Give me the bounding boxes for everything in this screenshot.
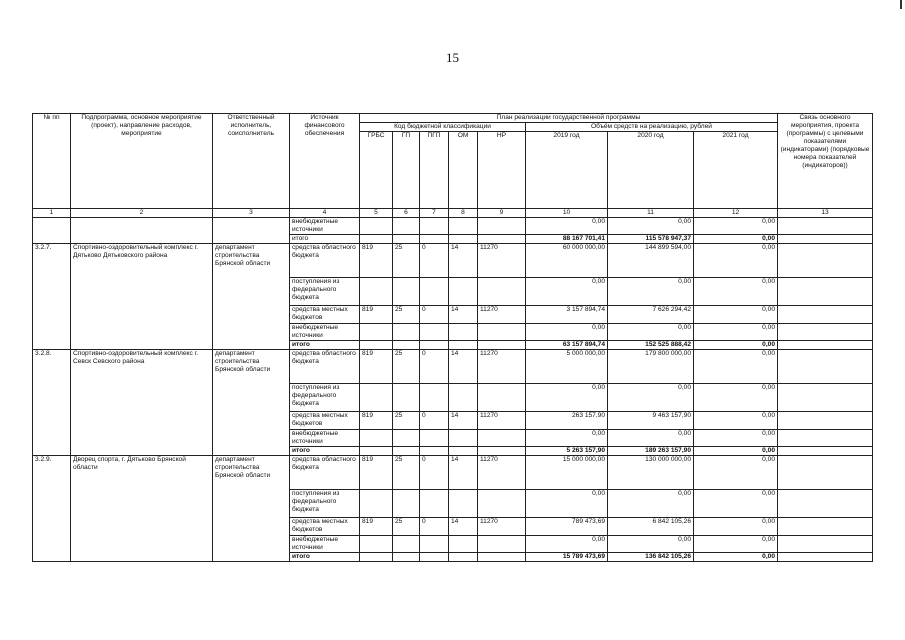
value-cell: 9 463 157,90 bbox=[608, 412, 694, 430]
code-cell: 25 bbox=[393, 518, 420, 536]
code-cell bbox=[478, 341, 526, 350]
column-number: 10 bbox=[526, 209, 608, 218]
code-cell bbox=[360, 490, 393, 518]
source-label: средства местных бюджетов bbox=[290, 518, 360, 536]
indicator-cell bbox=[778, 244, 873, 278]
total-value: 136 842 105,26 bbox=[608, 553, 694, 562]
value-cell: 0,00 bbox=[694, 412, 778, 430]
code-cell bbox=[449, 324, 478, 341]
code-cell bbox=[393, 536, 420, 553]
code-cell: 14 bbox=[449, 350, 478, 384]
item-executor: департамент строительства Брянской области bbox=[213, 244, 290, 350]
code-cell bbox=[360, 430, 393, 447]
code-cell bbox=[449, 430, 478, 447]
value-cell: 5 000 000,00 bbox=[526, 350, 608, 384]
code-cell: 11270 bbox=[478, 518, 526, 536]
code-cell: 0 bbox=[420, 244, 449, 278]
header-executor: Ответственный исполнитель, соисполнитель bbox=[213, 114, 290, 209]
code-cell: 11270 bbox=[478, 350, 526, 384]
code-cell bbox=[360, 553, 393, 562]
code-cell bbox=[449, 278, 478, 306]
code-cell: 819 bbox=[360, 518, 393, 536]
source-label: средства областного бюджета bbox=[290, 244, 360, 278]
item-regional-row bbox=[33, 244, 873, 278]
code-cell: 0 bbox=[420, 412, 449, 430]
code-cell bbox=[478, 447, 526, 456]
value-cell: 0,00 bbox=[608, 218, 694, 235]
value-cell: 15 000 000,00 bbox=[526, 456, 608, 490]
carry-name-cell bbox=[71, 218, 213, 244]
item-number: 3.2.9. bbox=[33, 456, 71, 562]
code-cell bbox=[478, 490, 526, 518]
indicator-cell bbox=[778, 456, 873, 490]
column-number: 5 bbox=[360, 209, 393, 218]
header-year-2019: 2019 год bbox=[526, 132, 608, 209]
code-cell: 14 bbox=[449, 456, 478, 490]
source-label: итого bbox=[290, 447, 360, 456]
code-cell: 25 bbox=[393, 244, 420, 278]
indicator-cell bbox=[778, 324, 873, 341]
value-cell: 0,00 bbox=[526, 218, 608, 235]
code-cell bbox=[393, 278, 420, 306]
code-cell bbox=[393, 341, 420, 350]
header-year-2021: 2021 год bbox=[694, 132, 778, 209]
value-cell: 0,00 bbox=[694, 518, 778, 536]
code-cell bbox=[478, 430, 526, 447]
corner-mark bbox=[900, 0, 902, 9]
source-label: итого bbox=[290, 341, 360, 350]
carry-offbudget-row bbox=[33, 218, 873, 235]
value-cell: 0,00 bbox=[694, 490, 778, 518]
column-number: 1 bbox=[33, 209, 71, 218]
code-cell: 0 bbox=[420, 350, 449, 384]
column-number: 7 bbox=[420, 209, 449, 218]
column-number: 4 bbox=[290, 209, 360, 218]
source-label: итого bbox=[290, 553, 360, 562]
page-number: 15 bbox=[446, 50, 459, 65]
value-cell: 144 899 594,00 bbox=[608, 244, 694, 278]
indicator-cell bbox=[778, 536, 873, 553]
code-cell: 819 bbox=[360, 350, 393, 384]
indicator-cell bbox=[778, 350, 873, 384]
value-cell: 0,00 bbox=[526, 278, 608, 306]
code-cell bbox=[360, 384, 393, 412]
header-name: Подпрограмма, основное мероприятие (проект), направление расходов, мероприятие bbox=[71, 114, 213, 209]
code-cell bbox=[478, 553, 526, 562]
carry-num-cell bbox=[33, 218, 71, 244]
column-number: 9 bbox=[478, 209, 526, 218]
column-number: 11 bbox=[608, 209, 694, 218]
value-cell: 0,00 bbox=[608, 430, 694, 447]
value-cell: 0,00 bbox=[526, 384, 608, 412]
indicator-cell bbox=[778, 341, 873, 350]
code-cell bbox=[360, 324, 393, 341]
column-number: 13 bbox=[778, 209, 873, 218]
code-cell bbox=[420, 553, 449, 562]
code-cell bbox=[449, 536, 478, 553]
indicator-cell bbox=[778, 384, 873, 412]
item-title: Дворец спорта, г. Дятьково Брянской области bbox=[71, 456, 213, 562]
value-cell: 130 000 000,00 bbox=[608, 456, 694, 490]
code-cell bbox=[360, 341, 393, 350]
total-value: 63 157 894,74 bbox=[526, 341, 608, 350]
value-cell: 263 157,90 bbox=[526, 412, 608, 430]
value-cell: 0,00 bbox=[608, 384, 694, 412]
value-cell: 0,00 bbox=[694, 536, 778, 553]
header-code-om: ОМ bbox=[449, 132, 478, 209]
code-cell bbox=[478, 324, 526, 341]
column-numbers-row bbox=[33, 209, 873, 218]
code-cell: 11270 bbox=[478, 456, 526, 490]
code-cell bbox=[393, 490, 420, 518]
header-code-nr: НР bbox=[478, 132, 526, 209]
total-value: 5 263 157,90 bbox=[526, 447, 608, 456]
code-cell: 0 bbox=[420, 306, 449, 324]
code-cell: 14 bbox=[449, 306, 478, 324]
code-cell bbox=[393, 447, 420, 456]
value-cell: 0,00 bbox=[694, 456, 778, 490]
code-cell: 25 bbox=[393, 456, 420, 490]
code-cell bbox=[449, 447, 478, 456]
header-code-grbs: ГРБС bbox=[360, 132, 393, 209]
code-cell bbox=[420, 384, 449, 412]
code-cell bbox=[420, 278, 449, 306]
code-cell: 819 bbox=[360, 456, 393, 490]
value-cell: 7 626 294,42 bbox=[608, 306, 694, 324]
value-cell: 0,00 bbox=[694, 244, 778, 278]
total-value: 0,00 bbox=[694, 341, 778, 350]
indicator-cell bbox=[778, 447, 873, 456]
value-cell: 0,00 bbox=[526, 490, 608, 518]
value-cell: 0,00 bbox=[694, 278, 778, 306]
code-cell: 0 bbox=[420, 456, 449, 490]
source-label: средства местных бюджетов bbox=[290, 306, 360, 324]
code-cell: 0 bbox=[420, 518, 449, 536]
source-label: поступления из федерального бюджета bbox=[290, 278, 360, 306]
value-cell: 0,00 bbox=[526, 536, 608, 553]
item-number: 3.2.7. bbox=[33, 244, 71, 350]
column-number: 6 bbox=[393, 209, 420, 218]
code-cell: 14 bbox=[449, 518, 478, 536]
indicator-cell bbox=[778, 490, 873, 518]
total-value: 0,00 bbox=[694, 235, 778, 244]
header-plan-title: План реализации государственной программы bbox=[360, 114, 778, 123]
code-cell bbox=[449, 384, 478, 412]
value-cell: 6 842 105,26 bbox=[608, 518, 694, 536]
item-title: Спортивно-оздоровительный комплекс г. Севск Севского района bbox=[71, 350, 213, 456]
value-cell: 0,00 bbox=[694, 218, 778, 235]
value-cell: 60 000 000,00 bbox=[526, 244, 608, 278]
indicator-cell bbox=[778, 412, 873, 430]
code-cell: 25 bbox=[393, 412, 420, 430]
header-code-gp: ГП bbox=[393, 132, 420, 209]
code-cell bbox=[449, 553, 478, 562]
code-cell bbox=[478, 536, 526, 553]
code-cell bbox=[478, 278, 526, 306]
item-number: 3.2.8. bbox=[33, 350, 71, 456]
code-cell bbox=[420, 490, 449, 518]
indicator-cell bbox=[778, 278, 873, 306]
source-label: внебюджетные источники bbox=[290, 430, 360, 447]
code-cell: 14 bbox=[449, 244, 478, 278]
indicator-cell bbox=[778, 306, 873, 324]
item-executor: департамент строительства Брянской области bbox=[213, 456, 290, 562]
total-value: 88 167 701,41 bbox=[526, 235, 608, 244]
code-cell bbox=[393, 430, 420, 447]
table-body bbox=[33, 114, 873, 562]
code-cell bbox=[420, 430, 449, 447]
source-label: поступления из федерального бюджета bbox=[290, 490, 360, 518]
carry-executor-cell bbox=[213, 218, 290, 244]
value-cell: 0,00 bbox=[694, 306, 778, 324]
header-source: Источник финансового обеспечения bbox=[290, 114, 360, 209]
code-cell bbox=[420, 447, 449, 456]
column-number: 8 bbox=[449, 209, 478, 218]
code-cell bbox=[420, 536, 449, 553]
source-label: средства местных бюджетов bbox=[290, 412, 360, 430]
code-cell: 25 bbox=[393, 306, 420, 324]
value-cell: 0,00 bbox=[694, 350, 778, 384]
source-label: поступления из федерального бюджета bbox=[290, 384, 360, 412]
code-cell: 819 bbox=[360, 306, 393, 324]
header-num: № пп bbox=[33, 114, 71, 209]
column-number: 3 bbox=[213, 209, 290, 218]
code-cell bbox=[360, 536, 393, 553]
header-code-title: Код бюджетной классификации bbox=[360, 123, 526, 132]
value-cell: 0,00 bbox=[694, 430, 778, 447]
code-cell: 14 bbox=[449, 412, 478, 430]
code-cell: 819 bbox=[360, 244, 393, 278]
code-cell bbox=[449, 490, 478, 518]
value-cell: 0,00 bbox=[608, 324, 694, 341]
code-cell bbox=[420, 341, 449, 350]
value-cell: 0,00 bbox=[694, 324, 778, 341]
value-cell: 0,00 bbox=[608, 278, 694, 306]
code-cell bbox=[393, 553, 420, 562]
code-cell: 11270 bbox=[478, 306, 526, 324]
header-volume-title: Объём средств на реализацию, рублей bbox=[526, 123, 778, 132]
total-label: итого bbox=[290, 235, 360, 244]
header-row-1 bbox=[33, 114, 873, 123]
code-cell: 11270 bbox=[478, 244, 526, 278]
total-value: 189 263 157,90 bbox=[608, 447, 694, 456]
column-number: 12 bbox=[694, 209, 778, 218]
total-value: 0,00 bbox=[694, 447, 778, 456]
value-cell: 0,00 bbox=[526, 430, 608, 447]
value-cell: 789 473,69 bbox=[526, 518, 608, 536]
source-label: внебюджетные источники bbox=[290, 218, 360, 235]
code-cell: 25 bbox=[393, 350, 420, 384]
code-cell bbox=[393, 384, 420, 412]
indicator-cell bbox=[778, 553, 873, 562]
column-number: 2 bbox=[71, 209, 213, 218]
code-cell bbox=[360, 447, 393, 456]
code-cell: 819 bbox=[360, 412, 393, 430]
header-code-pgp: ПГП bbox=[420, 132, 449, 209]
code-cell bbox=[449, 341, 478, 350]
total-value: 115 578 947,37 bbox=[608, 235, 694, 244]
item-regional-row bbox=[33, 456, 873, 490]
total-value: 0,00 bbox=[694, 553, 778, 562]
source-label: средства областного бюджета bbox=[290, 350, 360, 384]
code-cell bbox=[420, 324, 449, 341]
program-plan-table bbox=[32, 113, 873, 562]
source-label: средства областного бюджета bbox=[290, 456, 360, 490]
total-value: 15 789 473,69 bbox=[526, 553, 608, 562]
value-cell: 179 800 000,00 bbox=[608, 350, 694, 384]
source-label: внебюджетные источники bbox=[290, 536, 360, 553]
value-cell: 3 157 894,74 bbox=[526, 306, 608, 324]
header-year-2020: 2020 год bbox=[608, 132, 694, 209]
item-executor: департамент строительства Брянской области bbox=[213, 350, 290, 456]
value-cell: 0,00 bbox=[694, 384, 778, 412]
value-cell: 0,00 bbox=[608, 536, 694, 553]
value-cell: 0,00 bbox=[608, 490, 694, 518]
code-cell bbox=[360, 278, 393, 306]
value-cell: 0,00 bbox=[526, 324, 608, 341]
item-title: Спортивно-оздоровительный комплекс г. Дятьково Дятьковского района bbox=[71, 244, 213, 350]
source-label: внебюджетные источники bbox=[290, 324, 360, 341]
item-regional-row bbox=[33, 350, 873, 384]
code-cell: 11270 bbox=[478, 412, 526, 430]
code-cell bbox=[393, 324, 420, 341]
indicator-cell bbox=[778, 518, 873, 536]
indicator-cell bbox=[778, 430, 873, 447]
code-cell bbox=[478, 384, 526, 412]
header-indicators: Связь основного мероприятия, проекта (программы) с целевыми показателями (индикаторами) (порядковые номера показателей (индикаторов)) bbox=[778, 114, 873, 209]
total-value: 152 525 888,42 bbox=[608, 341, 694, 350]
